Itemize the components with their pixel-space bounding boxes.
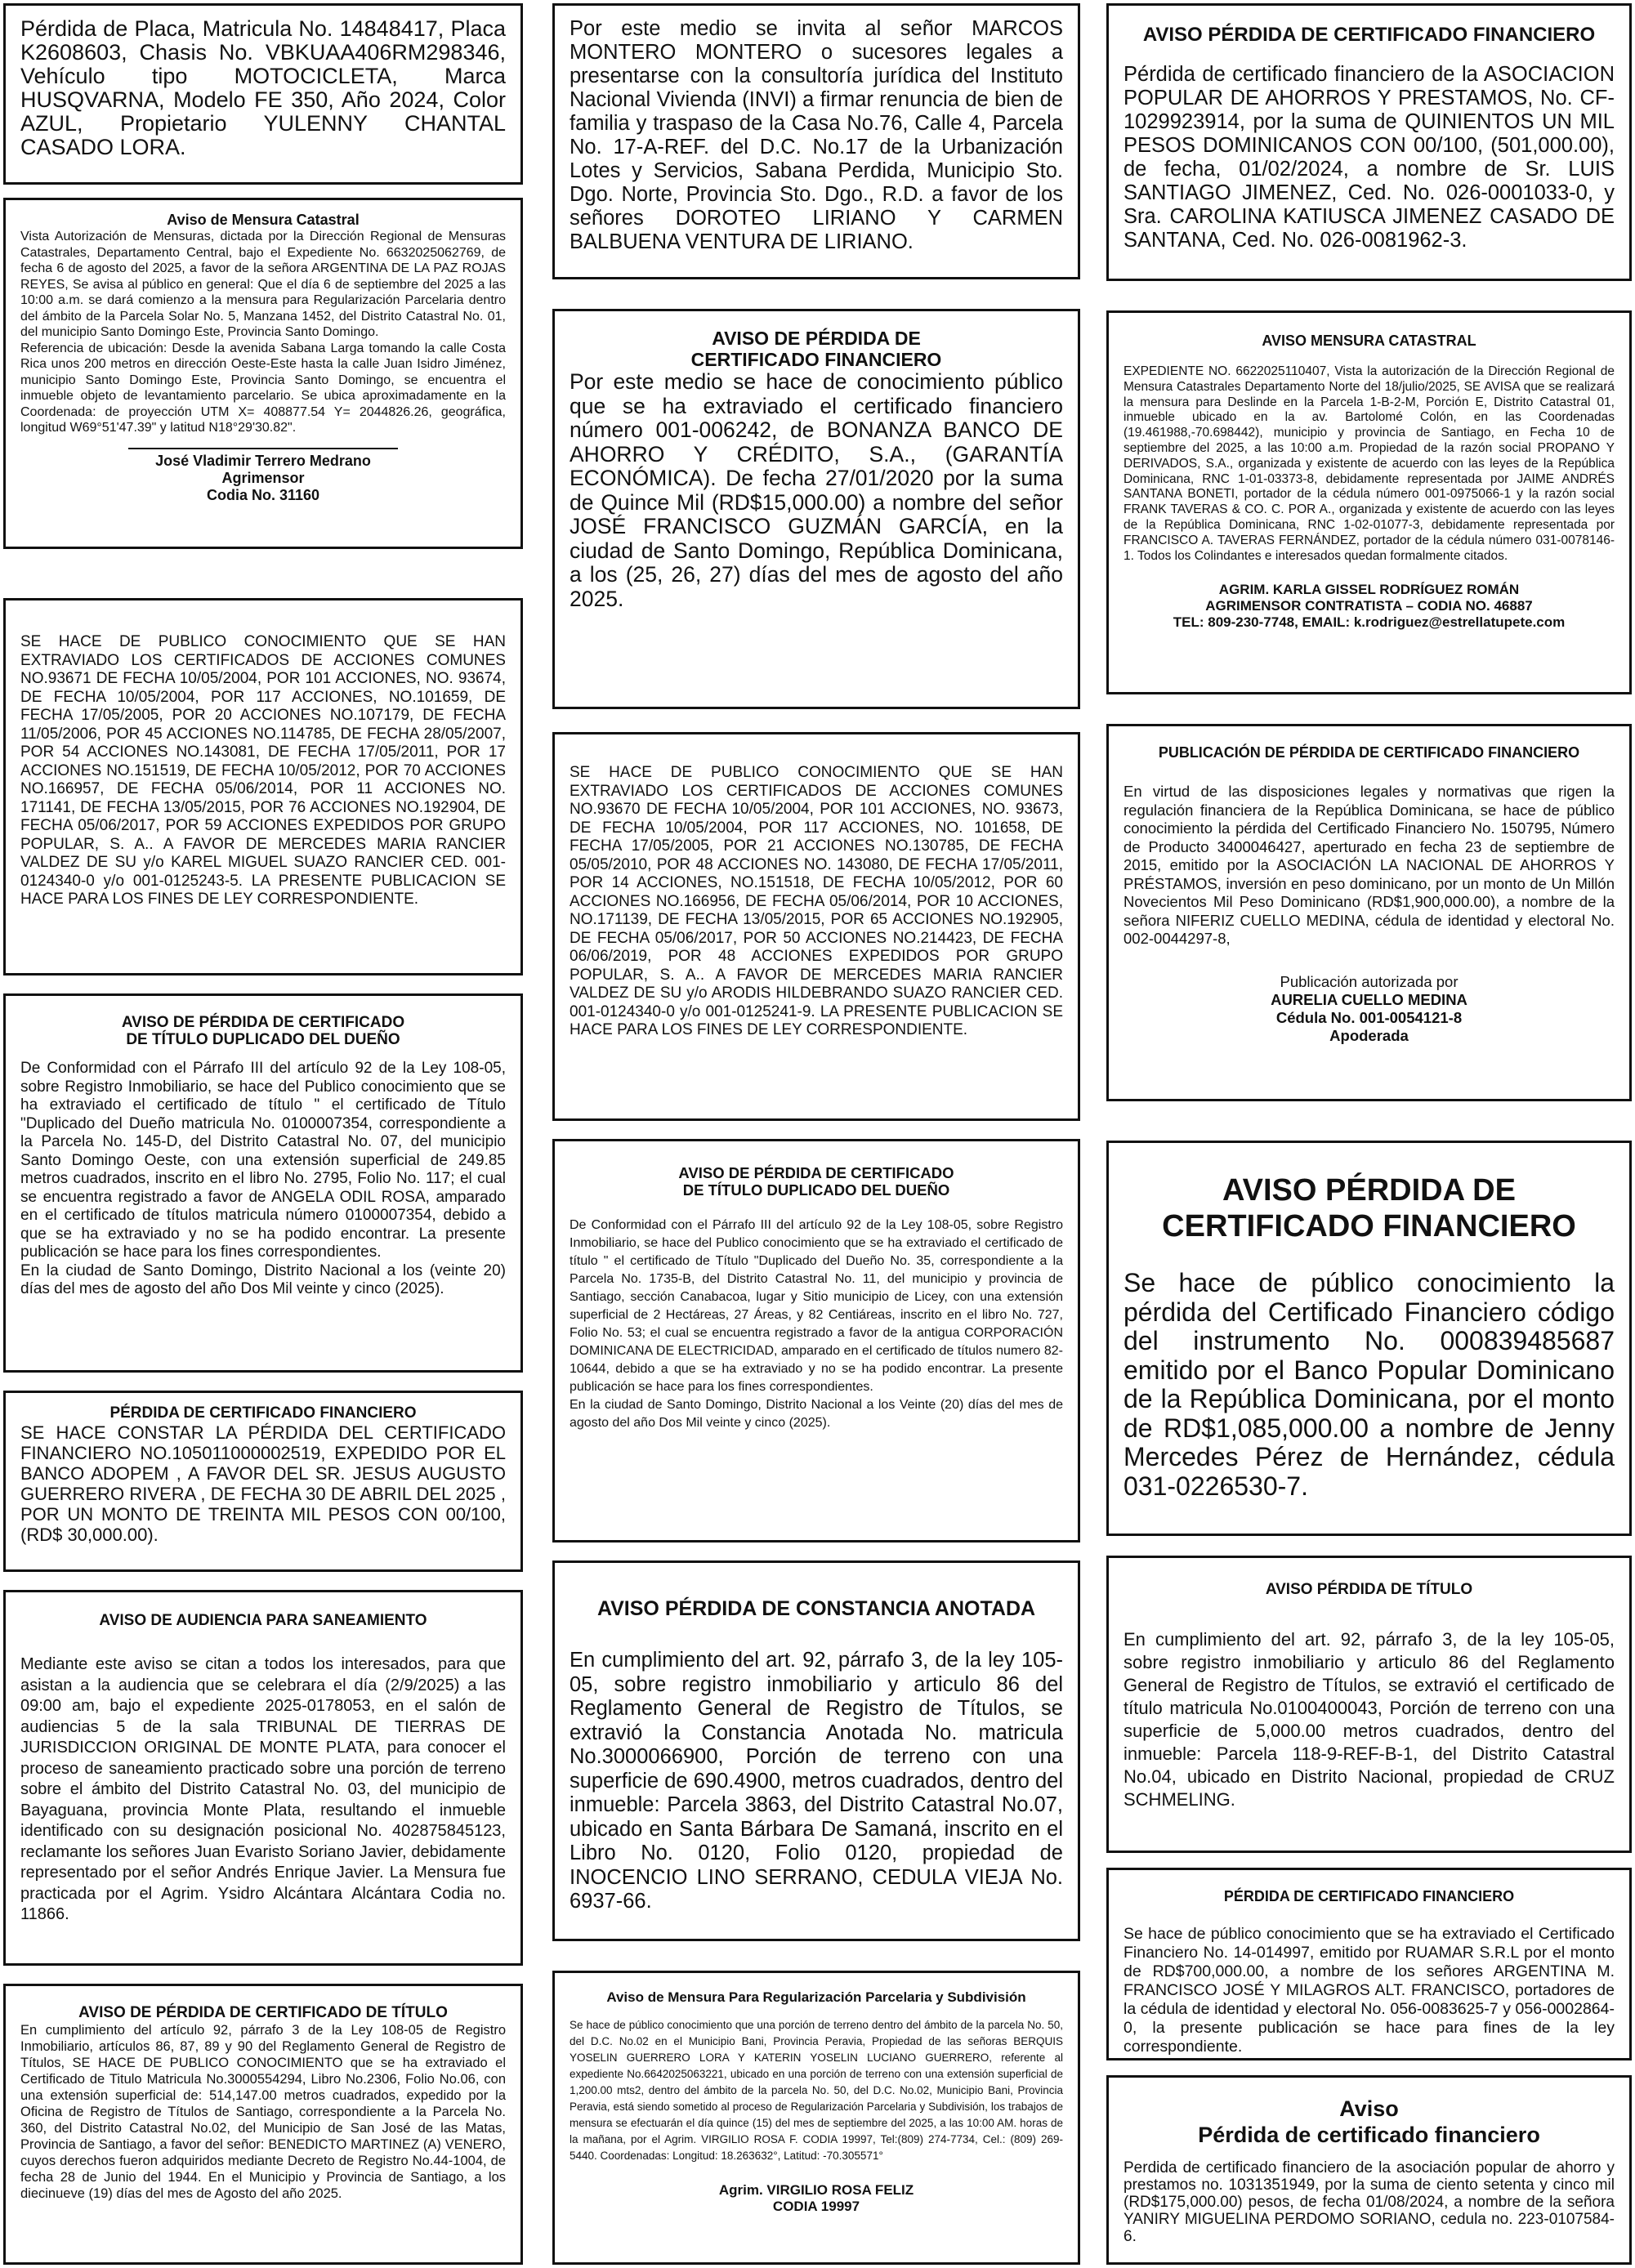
- notice-body: Por este medio se invita al señor MARCOS MONTERO MONTERO o sucesores legales a presentarse con la consultoría jurídica del Instituto Nacional Vivienda (INVI) a firmar renuncia de bien de familia y traspaso de la Casa No.76, Calle 4, Parcela No. 17-A-REF. del D.C. No.17 de la Urbanización Lotes y Servicios, Sabana Perdida, Municipio Sto. Dgo. Norte, Provincia Sto. Dgo., R.D. a favor de los señores DOROTEO LIRIANO Y CARMEN BALBUENA VENTURA DE LIRIANO.: [570, 17, 1063, 253]
- signature-code: CODIA 19997: [772, 2199, 860, 2214]
- notice-title-line-2: DE TÍTULO DUPLICADO DEL DUEÑO: [126, 1031, 400, 1048]
- notice-body: Mediante este aviso se citan a todos los interesados, para que asistan a la audiencia que se celebrara el día (2/9/2025) a las 09:00 am, bajo el expediente 2025-0178053, en el salón de audiencias 5 de la sala TRIBUNAL DE TIERRAS DE JURISDICCION ORIGINAL DE MONTE PLATA, para conocer el proceso de saneamiento practicado sobre una porción de terreno sobre el ámbito del Distrito Catastral No. 03, del municipio de Bayaguana, provincia Monte Plata, resultando el inmueble identificado con su designación posicional No. 402875845123, reclamante los señores Juan Evaristo Soriano Javier, debidamente representado por el señor Andrés Enrique Javier. La Mensura fue practicada por el Agrim. Ysidro Alcántara Alcántara Codia no. 11866.: [20, 1655, 506, 1923]
- notice-bonanza: [552, 309, 1080, 709]
- notice-title: AVISO MENSURA CATASTRAL: [1262, 333, 1476, 349]
- notice-title-line-1: AVISO DE PÉRDIDA DE CERTIFICADO: [121, 1014, 405, 1031]
- notice-aviso-financiero: [1106, 2075, 1632, 2265]
- notice-closing: En la ciudad de Santo Domingo, Distrito Nacional a los Veinte (20) días del mes de agosto del año Dos Mil veinte y cinco (2025).: [570, 1398, 1063, 1430]
- notice-acciones-2: [552, 732, 1080, 1121]
- signature-name: AGRIM. KARLA GISSEL RODRÍGUEZ ROMÁN: [1218, 582, 1520, 598]
- notice-body: En cumplimiento del artículo 92, párrafo 3 de la Ley 108-05 de Registro Inmobiliario, artículos 86, 87, 89 y 90 del Reglamento General de Registro de Títulos, SE HACE DE PUBLICO CONOCIMIENTO que se ha extraviado el Certificado de Titulo Matricula No.3000554294, Libro No.2306, Folio No.06, con una extensión superficial de: 514,147.00 metros cuadrados, expedido por la Oficina de Registro de Títulos de Santiago, correspondiente a la Parcela No. 360, del Distrito Catastral No.02, del Municipio de San José de las Matas, Provincia de Santiago, a favor del señor: BENEDICTO MARTINEZ (A) VENERO, cuyos derechos fueron adquiridos mediante Decreto de Registro No.44-1004, de fecha 28 de Junio del 1944. En el Municipio y Provincia de Santiago, a los diecinueve (19) días del mes de Agosto del año 2025.: [20, 2023, 506, 2201]
- notice-title: AVISO PÉRDIDA DE CERTIFICADO FINANCIERO: [1142, 24, 1596, 46]
- notice-placa: [3, 3, 523, 185]
- notice-title-line-1: AVISO DE PÉRDIDA DE CERTIFICADO: [678, 1164, 954, 1181]
- notice-publicacion-financiero: [1106, 724, 1632, 1101]
- notice-title-line-1: AVISO PÉRDIDA DE: [1222, 1173, 1516, 1208]
- notice-title: AVISO PÉRDIDA DE CONSTANCIA ANOTADA: [596, 1597, 1036, 1620]
- signature-cedula: Cédula No. 001-0054121-8: [1275, 1008, 1463, 1026]
- signature-role: Apoderada: [1329, 1026, 1409, 1044]
- notice-invi: [552, 3, 1080, 279]
- notice-title: AVISO DE PÉRDIDA DE CERTIFICADO DE TÍTULO: [78, 2004, 448, 2021]
- notice-titulo-santiago: [3, 1984, 523, 2265]
- notice-title: PUBLICACIÓN DE PÉRDIDA DE CERTIFICADO FINANCIERO: [1158, 744, 1580, 761]
- notice-title: AVISO PÉRDIDA DE TÍTULO: [1265, 1581, 1473, 1598]
- signature-name: Agrim. VIRGILIO ROSA FELIZ: [718, 2182, 914, 2198]
- notice-title: AVISO DE AUDIENCIA PARA SANEAMIENTO: [99, 1612, 427, 1629]
- notice-ruamar: [1106, 1868, 1632, 2060]
- notice-body: SE HACE DE PUBLICO CONOCIMIENTO QUE SE HAN EXTRAVIADO LOS CERTIFICADOS DE ACCIONES COMUNES NO.93671 DE FECHA 10/05/2004, POR 101 ACCIONES, NO. 93674, DE FECHA 10/05/2004, POR 117 ACCIONES, NO.101659, DE FECHA 17/05/2005, POR 20 ACCIONES NO.107179, DE FECHA 11/05/2006, POR 45 ACCIONES NO.114785, DE FECHA 28/05/2007, POR 54 ACCIONES NO.143081, DE FECHA 17/05/2011, POR 17 ACCIONES NO.151519, DE FECHA 10/05/2012, POR 70 ACCIONES NO.166957, DE FECHA 05/06/2014, POR 11 ACCIONES NO. 171141, DE FECHA 13/05/2015, POR 76 ACCIONES NO.192904, DE FECHA 05/06/2017, POR 59 ACCIONES EXPEDIDOS POR GRUPO POPULAR, S. A.. A FAVOR DE MERCEDES MARIA RANCIER VALDEZ DE SU y/o KAREL MIGUEL SUAZO RANCIER CED. 001-0124340-0 y/o 001-0125243-5. LA PRESENTE PUBLICACION SE HACE PARA LOS FINES DE LEY CORRESPONDIENTE.: [20, 633, 506, 908]
- notice-body: En cumplimiento del art. 92, párrafo 3, de la ley 105-05, sobre registro inmobiliario y articulo 86 del Reglamento General de Registro de Títulos, se extravió la Constancia Anotada No. matricula No.3000066900, Porción de terreno con una superficie de 690.4900, metros cuadrados, dentro del inmueble: Parcela 3863, del Distrito Catastral No.07, ubicado en Santa Bárbara De Samaná, inscrito en el Libro No. 0120, Folio 0120, propiedad de INOCENCIO LINO SERRANO, CEDULA VIEJA No. 6937-66.: [570, 1649, 1063, 1913]
- signature-line: [128, 448, 398, 449]
- notice-title: Aviso de Mensura Catastral: [167, 212, 360, 228]
- notice-body: Pérdida de certificado financiero de la ASOCIACION POPULAR DE AHORROS Y PRESTAMOS, No. CF-1029923914, por la suma de QUINIENTOS UN MIL PESOS DOMINICANOS CON 00/100, (501,000.00), de fecha, 01/02/2024, a nombre de Sr. LUIS SANTIAGO JIMENEZ, Ced. No. 026-0001033-0, y Sra. CAROLINA KATIUSCA JIMENEZ CASADO DE SANTANA, Ced. No. 026-0081962-3.: [1124, 63, 1615, 252]
- notice-title-line-1: Aviso: [1339, 2096, 1399, 2121]
- notice-body: Se hace de público conocimiento la pérdida del Certificado Financiero código del instrumento No. 000839485687 emitido por el Banco Popular Dominicano de la República Dominicana, por el monto de RD$1,085,000.00 a nombre de Jenny Mercedes Pérez de Hernández, cédula 031-0226530-7.: [1124, 1268, 1615, 1501]
- notice-body: Vista Autorización de Mensuras, dictada por la Dirección Regional de Mensuras Catastrales, Departamento Central, bajo el Expediente No. 6632025062769, de fecha 6 de agosto del 2025, a favor de la señora ARGENTINA DE LA PAZ ROJAS REYES, Se avisa al público en general: Que el día 6 de septiembre del 2025 a las 10:00 a.m. se dará comienzo a la mensura para Regularización Parcelaria dentro del ámbito de la Parcela Solar No. 5, Manzana 1452, del Distrito Catastral No. 01, del municipio Santo Domingo Este, Provincia Santo Domingo.: [20, 230, 506, 339]
- notice-body: Pérdida de Placa, Matricula No. 14848417, Placa K2608603, Chasis No. VBKUAA406RM298346, Vehículo tipo MOTOCICLETA, Marca HUSQVARNA, Modelo FE 350, Año 2024, Color AZUL, Propietario YULENNY CHANTAL CASADO LORA.: [20, 16, 506, 159]
- notice-financiero-asociacion-popular: [1106, 3, 1632, 281]
- notice-audiencia-saneamiento: [3, 1590, 523, 1966]
- signature-role: AGRIMENSOR CONTRATISTA – CODIA NO. 46887: [1205, 598, 1533, 614]
- signature-role: Agrimensor: [221, 469, 305, 486]
- notice-body: Perdida de certificado financiero de la asociación popular de ahorro y prestamos no. 1031351949, por la suma de ciento setenta y cinco mil (RD$175,000.00) pesos, de fecha 01/08/2024, a nombre de la señora YANIRY MIGUELINA PERDOMO SORIANO, cedula no. 223-0107584-6.: [1124, 2159, 1615, 2245]
- notice-body: Se hace de público conocimiento que una porción de terreno dentro del ámbito de la parcela No. 50, del D.C. No.02 en el Municipio Bani, Provincia Peravia, Propiedad de las señoras BERQUIS YOSELIN GUERRERO LORA Y KATERIN YOSELIN LUCIANO GUERRERO, referente al expediente No.6642025063221, ubicado en una porción de terreno con una extensión superficial de 1,200.00 mts2, dentro del ámbito de la parcela No. 50, del D.C. No.02, Municipio Bani, Provincia Peravia, está siendo sometido al proceso de Regularización Parcelaria y Subdivisión, los trabajos de mensura se efectuarán el día quince (15) del mes de septiembre del 2025, a las 10:00 AM. horas de la mañana, por el Agrim. VIRGILIO ROSA F. CODIA 19997, Tel:(809) 274-7734, Cel.: (809) 269-5440. Coordenadas: Longitud: 18.263632°, Latitud: -70.305571°: [570, 2019, 1063, 2162]
- notice-financiero-adopem: [3, 1391, 523, 1572]
- notice-title-line-2: CERTIFICADO FINANCIERO: [690, 349, 942, 370]
- notice-body: EXPEDIENTE NO. 6622025110407, Vista la autorización de la Dirección Regional de Mensura Catastrales Departamento Norte del 18/julio/2025, SE AVISA que se realizará la mensura para Deslinde en la Parcela 1-B-2-M, Porción E, Distrito Catastral 01, inmueble ubicado en la av. Bartolomé Colón, en las Coordenadas (19.461988,-70.698442), municipio y provincia de Santiago, en Fecha 10 de septiembre del 2025, a las 10:00 a.m. Propiedad de la razón social PROPANO Y DERIVADOS, S.A., organizada y existente de acuerdo con las leyes de la República Dominicana, RNC 1-01-03373-8, debidamente representada por JAIME ANDRÉS SANTANA BONETI, portador de la cédula número 001-0975066-1 y la razón social FRANK TAVERAS & CO. C. POR A., organizada y existente de acuerdo con las leyes de la República Dominicana, RNC 1-02-01077-3, debidamente representada por FRANCISCO A. TAVERAS FERNÁNDEZ, portador de la cédula número 031-0078146-1. Todos los Colindantes e interesados quedan formalmente citados.: [1124, 364, 1615, 563]
- notice-title: PÉRDIDA DE CERTIFICADO FINANCIERO: [1223, 1888, 1515, 1904]
- notice-titulo-duplicado-2: [552, 1139, 1080, 1543]
- notice-body: SE HACE DE PUBLICO CONOCIMIENTO QUE SE HAN EXTRAVIADO LOS CERTIFICADOS DE ACCIONES COMUNES NO.93670 DE FECHA 10/05/2004, POR 101 ACCIONES, NO. 93673, DE FECHA 10/05/2004, POR 117 ACCIONES, NO. 101658, DE FECHA 17/05/2005, POR 21 ACCIONES NO.130785, DE FECHA 05/05/2010, POR 48 ACCIONES NO. 143080, DE FECHA 17/05/2011, POR 14 ACCIONES, NO.151518, DE FECHA 10/05/2012, POR 60 ACCIONES NO.166956, DE FECHA 05/06/2014, POR 10 ACCIONES, NO.171139, DE FECHA 13/05/2015, POR 65 ACCIONES NO.192905, DE FECHA 05/06/2017, POR 50 ACCIONES NO.214423, DE FECHA 06/06/2019, POR 48 ACCIONES EXPEDIDOS POR GRUPO POPULAR, S. A.. A FAVOR DE MERCEDES MARIA RANCIER VALDEZ DE SU y/o ARODIS HILDEBRANDO SUAZO RANCIER CED. 001-0124340-0 y/o 001-0125241-9. LA PRESENTE PUBLICACION SE HACE PARA LOS FINES DE LEY CORRESPONDIENTE.: [570, 764, 1063, 1038]
- notice-title-line-1: AVISO DE PÉRDIDA DE: [712, 328, 921, 349]
- authorization-text: Publicación autorizada por: [1280, 972, 1459, 990]
- notice-mensura-catastral-2: [1106, 310, 1632, 694]
- notice-titulo-duplicado-1: [3, 993, 523, 1373]
- signature-contact: TEL: 809-230-7748, EMAIL: k.rodriguez@estrellatupete.com: [1173, 614, 1566, 631]
- notice-title-line-2: Pérdida de certificado financiero: [1198, 2123, 1540, 2147]
- notice-constancia-anotada: [552, 1560, 1080, 1941]
- notice-body: Por este medio se hace de conocimiento público que se ha extraviado el certificado financiero número 001-006242, de BONANZA BANCO DE AHORRO Y CRÉDITO, S.A., (GARANTÍA ECONÓMICA). De fecha 27/01/2020 por la suma de Quince Mil (RD$15,000.00) a nombre del señor JOSÉ FRANCISCO GUZMÁN GARCÍA, en la ciudad de Santo Domingo, República Dominicana, a los (25, 26, 27) días del mes de agosto del año 2025.: [570, 369, 1063, 611]
- notice-title-line-2: CERTIFICADO FINANCIERO: [1162, 1209, 1576, 1243]
- notice-body: SE HACE CONSTAR LA PÉRDIDA DEL CERTIFICADO FINANCIERO NO.105011000002519, EXPEDIDO POR EL BANCO ADOPEM , A FAVOR DEL SR. JESUS AUGUSTO GUERRERO RIVERA , DE FECHA 30 DE ABRIL DEL 2025 , POR UN MONTO DE TREINTA MIL PESOS CON 00/100, (RD$ 30,000.00).: [20, 1422, 506, 1545]
- notice-closing: En la ciudad de Santo Domingo, Distrito Nacional a los (veinte 20) días del mes de agosto del año Dos Mil veinte y cinco (2025).: [20, 1261, 506, 1297]
- notice-title: Aviso de Mensura Para Regularización Parcelaria y Subdivisión: [606, 1989, 1026, 2005]
- signature-code: Codia No. 31160: [206, 486, 320, 503]
- notice-body: En virtud de las disposiciones legales y normativas que rigen la regulación financiera de la República Dominicana, se hace de público conocimiento la pérdida del Certificado Financiero No. 150795, Número de Producto 3400046427, aperturado en fecha 23 de septiembre de 2015, emitido por la ASOCIACIÓN LA NACIONAL DE AHORROS Y PRÉSTAMOS, inversión en peso dominicano, por un monto de Un Millón Novecientos Mil Peso Dominicano (RD$1,900,000.00), a nombre de la señora NIFERIZ CUELLO MEDINA, cédula de identidad y electoral No. 002-0044297-8,: [1124, 783, 1615, 947]
- notice-body: De Conformidad con el Párrafo III del artículo 92 de la Ley 108-05, sobre Registro Inmobiliario, se hace del Publico conocimiento que se ha extraviado el certificado de título " el certificado de Título "Duplicado del Dueño matricula No. 0100007354, correspondiente a la Parcela No. 145-D, del Distrito Catastral No. 07, del municipio Santo Domingo Oeste, con una extensión superficial de 249.85 metros cuadrados, inscrito en el libro No. 2795, Folio No. 117; el cual se encuentra registrado a favor de ANGELA ODIL ROSA, amparado en el certificado de títulos matricula número 0100007354, debido a que se ha extraviado y no se ha podido encontrar. La presente publicación se hace para los fines correspondientes.: [20, 1060, 506, 1261]
- notice-mensura-regularizacion: [552, 1971, 1080, 2265]
- notice-title: PÉRDIDA DE CERTIFICADO FINANCIERO: [109, 1404, 417, 1422]
- signature-name: AURELIA CUELLO MEDINA: [1271, 990, 1467, 1008]
- notice-perdida-titulo: [1106, 1556, 1632, 1853]
- signature-name: José Vladimir Terrero Medrano: [155, 452, 371, 469]
- notice-banco-popular: [1106, 1141, 1632, 1536]
- notice-acciones-1: [3, 598, 523, 976]
- notice-body: Se hace de público conocimiento que se ha extraviado el Certificado Financiero No. 14-014997, emitido por RUAMAR S.R.L por el monto de RD$700,000.00, a nombre de los señores ARGENTINA M. FRANCISCO JOSÉ Y MILAGROS ALT. FRANCISCO, portadores de la cédula de identidad y electoral No. 056-0083625-7 y 056-0002864-0, la presente publicación se hace para fines de la ley correspondiente.: [1124, 1925, 1615, 2056]
- notice-mensura-catastral-1: [3, 198, 523, 549]
- notice-reference: Referencia de ubicación: Desde la avenida Sabana Larga tomando la calle Costa Rica unos 200 metros en dirección Oeste-Este hasta la calle Juan Isidro Jiménez, municipio Santo Domingo Este, Provincia Santo Domingo, se encuentra el inmueble objeto de levantamiento parcelario. Se ubica aproximadamente en la Coordenada: de proyección UTM X= 408877.54 Y= 2044826.26, geográfica, longitud W69°51'47.39" y latitud N18°29'30.82".: [20, 341, 506, 435]
- notice-body: De Conformidad con el Párrafo III del artículo 92 de la Ley 108-05, sobre Registro Inmobiliario, se hace del Publico conocimiento que se ha extraviado el certificado de título " el certificado de Título "Duplicado del Dueño No. 35, correspondiente a la Parcela No. 1735-B, del Distrito Catastral No. 11, del municipio y provincia de Santiago, sección Canabacoa, lugar y Sitio municipio de Licey, con una extensión superficial de 2 Hectáreas, 27 Áreas, y 82 Centiáreas, inscrito en el libro No. 727, Folio No. 53; el cual se encuentra registrado a favor de la antigua CORPORACIÓN DOMINICANA DE ELECTRICIDAD, amparado en el certificado de títulos numero 82-10644, debido a que se ha extraviado y no se ha podido encontrar. La presente publicación se hace para los fines correspondientes.: [570, 1218, 1063, 1394]
- notice-title-line-2: DE TÍTULO DUPLICADO DEL DUEÑO: [682, 1181, 950, 1199]
- notice-body: En cumplimiento del art. 92, párrafo 3, de la ley 105-05, sobre registro inmobiliario y articulo 86 del Reglamento General de Registro de Títulos, se extravió el certificado de título matricula No.0100400043, Porción de terreno con una superficie de 5,000.00 metros cuadrados, dentro del inmueble: Parcela 118-9-REF-B-1, del Distrito Catastral No.04, ubicado en Distrito Nacional, propiedad de CRUZ SCHMELING.: [1124, 1629, 1615, 1810]
